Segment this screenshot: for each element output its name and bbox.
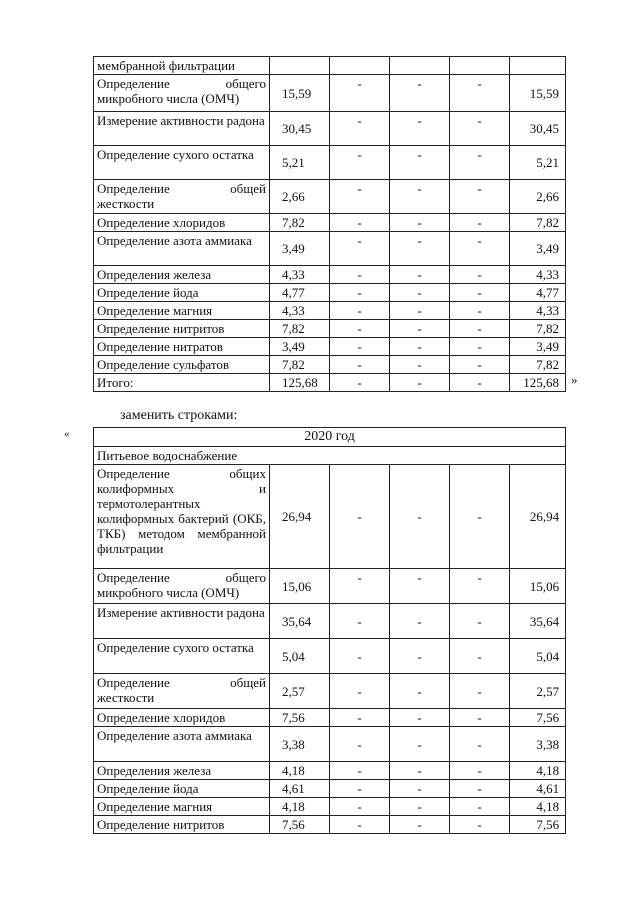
value-cell: - bbox=[450, 302, 510, 320]
total-cell: 7,82 bbox=[510, 214, 566, 232]
total-cell: 5,21 bbox=[510, 146, 566, 180]
section-header: Питьевое водоснабжение bbox=[94, 447, 566, 465]
total-cell: 2,66 bbox=[510, 180, 566, 214]
value-cell bbox=[390, 57, 450, 75]
value-cell: - bbox=[450, 180, 510, 214]
opening-quote: « bbox=[64, 428, 70, 440]
total-cell: 15,06 bbox=[510, 569, 566, 604]
total-cell: 3,49 bbox=[510, 338, 566, 356]
value-cell: - bbox=[390, 569, 450, 604]
row-name: Определение общего микробного числа (ОМЧ) bbox=[94, 569, 270, 604]
value-cell: - bbox=[450, 374, 510, 392]
table-row bbox=[94, 75, 566, 112]
total-cell: 30,45 bbox=[510, 112, 566, 146]
value-cell bbox=[330, 57, 390, 75]
row-name: Определение азота аммиака bbox=[94, 727, 270, 762]
row-name: Итого: bbox=[94, 374, 270, 392]
value-cell: - bbox=[450, 709, 510, 727]
table-row bbox=[94, 780, 566, 798]
year-row bbox=[94, 428, 566, 447]
value-cell: - bbox=[330, 75, 390, 112]
value-cell: - bbox=[450, 75, 510, 112]
value-cell: - bbox=[450, 214, 510, 232]
section-row bbox=[94, 447, 566, 465]
table-row bbox=[94, 284, 566, 302]
value-cell: 15,06 bbox=[270, 569, 330, 604]
value-cell: - bbox=[330, 374, 390, 392]
row-name: Определение йода bbox=[94, 284, 270, 302]
value-cell: - bbox=[330, 569, 390, 604]
value-cell: - bbox=[330, 112, 390, 146]
table-row bbox=[94, 727, 566, 762]
value-cell: - bbox=[450, 674, 510, 709]
value-cell: 3,38 bbox=[270, 727, 330, 762]
value-cell: - bbox=[450, 762, 510, 780]
value-cell: 5,04 bbox=[270, 639, 330, 674]
value-cell: - bbox=[330, 465, 390, 569]
value-cell: - bbox=[450, 569, 510, 604]
value-cell: - bbox=[390, 284, 450, 302]
table-row bbox=[94, 465, 566, 569]
row-name: Определение магния bbox=[94, 302, 270, 320]
value-cell: - bbox=[330, 604, 390, 639]
table-row bbox=[94, 762, 566, 780]
table-row bbox=[94, 709, 566, 727]
value-cell: - bbox=[450, 146, 510, 180]
table-row bbox=[94, 302, 566, 320]
row-name: мембранной фильтрации bbox=[94, 57, 270, 75]
table-row bbox=[94, 266, 566, 284]
total-cell: 4,33 bbox=[510, 266, 566, 284]
replace-instruction: заменить строками: bbox=[120, 408, 238, 423]
row-name: Определение сухого остатка bbox=[94, 639, 270, 674]
value-cell: - bbox=[390, 374, 450, 392]
row-name: Определение азота аммиака bbox=[94, 232, 270, 266]
total-cell: 7,56 bbox=[510, 709, 566, 727]
row-name: Измерение активности радона bbox=[94, 112, 270, 146]
value-cell: - bbox=[390, 112, 450, 146]
value-cell: 4,18 bbox=[270, 762, 330, 780]
value-cell: 4,77 bbox=[270, 284, 330, 302]
value-cell: - bbox=[390, 180, 450, 214]
row-name: Определение нитритов bbox=[94, 320, 270, 338]
value-cell: - bbox=[330, 146, 390, 180]
value-cell: 7,56 bbox=[270, 816, 330, 834]
table-row bbox=[94, 674, 566, 709]
value-cell: - bbox=[390, 727, 450, 762]
value-cell: - bbox=[330, 780, 390, 798]
value-cell: - bbox=[450, 338, 510, 356]
total-cell: 35,64 bbox=[510, 604, 566, 639]
value-cell: 4,33 bbox=[270, 266, 330, 284]
value-cell: - bbox=[450, 727, 510, 762]
value-cell: - bbox=[450, 816, 510, 834]
row-name: Определение магния bbox=[94, 798, 270, 816]
total-cell: 4,33 bbox=[510, 302, 566, 320]
value-cell: 7,82 bbox=[270, 214, 330, 232]
table-row bbox=[94, 604, 566, 639]
value-cell: - bbox=[390, 780, 450, 798]
row-name: Измерение активности радона bbox=[94, 604, 270, 639]
table-row bbox=[94, 180, 566, 214]
closing-quote: » bbox=[571, 372, 578, 387]
table-row bbox=[94, 214, 566, 232]
value-cell: - bbox=[390, 356, 450, 374]
value-cell: - bbox=[330, 816, 390, 834]
value-cell: - bbox=[450, 112, 510, 146]
total-cell: 4,18 bbox=[510, 798, 566, 816]
value-cell: - bbox=[390, 639, 450, 674]
value-cell: 4,18 bbox=[270, 798, 330, 816]
total-cell: 7,82 bbox=[510, 356, 566, 374]
total-cell: 15,59 bbox=[510, 75, 566, 112]
value-cell: 15,59 bbox=[270, 75, 330, 112]
row-name: Определение йода bbox=[94, 780, 270, 798]
row-name: Определение общего микробного числа (ОМЧ) bbox=[94, 75, 270, 112]
value-cell: - bbox=[390, 816, 450, 834]
total-cell: 3,49 bbox=[510, 232, 566, 266]
value-cell: 125,68 bbox=[270, 374, 330, 392]
value-cell: - bbox=[450, 604, 510, 639]
value-cell: - bbox=[330, 709, 390, 727]
value-cell: - bbox=[330, 798, 390, 816]
row-name: Определение общих колиформных и термотолерантных колиформных бактерий (ОКБ, ТКБ) методом мембранной фильтрации bbox=[94, 465, 270, 569]
value-cell: - bbox=[330, 338, 390, 356]
value-cell: - bbox=[390, 338, 450, 356]
value-cell: - bbox=[390, 465, 450, 569]
total-cell: 7,56 bbox=[510, 816, 566, 834]
row-name: Определение сульфатов bbox=[94, 356, 270, 374]
value-cell: 7,82 bbox=[270, 356, 330, 374]
table-row bbox=[94, 57, 566, 75]
value-cell: - bbox=[390, 232, 450, 266]
value-cell: - bbox=[390, 146, 450, 180]
value-cell: - bbox=[330, 266, 390, 284]
row-name: Определение общей жесткости bbox=[94, 674, 270, 709]
previous-table bbox=[93, 56, 566, 392]
value-cell: - bbox=[330, 180, 390, 214]
value-cell: - bbox=[390, 75, 450, 112]
value-cell: 2,66 bbox=[270, 180, 330, 214]
value-cell: - bbox=[330, 232, 390, 266]
value-cell: 5,21 bbox=[270, 146, 330, 180]
year-header: 2020 год bbox=[94, 428, 566, 447]
value-cell: - bbox=[390, 762, 450, 780]
value-cell: - bbox=[450, 320, 510, 338]
row-name: Определение сухого остатка bbox=[94, 146, 270, 180]
value-cell: - bbox=[330, 674, 390, 709]
table-row bbox=[94, 356, 566, 374]
table-row bbox=[94, 569, 566, 604]
value-cell: - bbox=[450, 639, 510, 674]
total-cell: 125,68 bbox=[510, 374, 566, 392]
total-cell: 3,38 bbox=[510, 727, 566, 762]
value-cell: - bbox=[330, 727, 390, 762]
row-name: Определения железа bbox=[94, 762, 270, 780]
value-cell: - bbox=[330, 284, 390, 302]
total-cell: 26,94 bbox=[510, 465, 566, 569]
value-cell: - bbox=[390, 266, 450, 284]
table-row bbox=[94, 639, 566, 674]
value-cell: - bbox=[450, 232, 510, 266]
total-cell: 4,77 bbox=[510, 284, 566, 302]
total-cell: 7,82 bbox=[510, 320, 566, 338]
value-cell: 7,56 bbox=[270, 709, 330, 727]
value-cell: - bbox=[390, 798, 450, 816]
table-row bbox=[94, 798, 566, 816]
total-cell: 2,57 bbox=[510, 674, 566, 709]
value-cell: - bbox=[390, 709, 450, 727]
row-name: Определение общей жесткости bbox=[94, 180, 270, 214]
total-cell: 5,04 bbox=[510, 639, 566, 674]
value-cell: - bbox=[450, 284, 510, 302]
row-name: Определения железа bbox=[94, 266, 270, 284]
value-cell: 3,49 bbox=[270, 338, 330, 356]
total-cell: 4,18 bbox=[510, 762, 566, 780]
value-cell: 4,33 bbox=[270, 302, 330, 320]
table-row bbox=[94, 232, 566, 266]
value-cell: 30,45 bbox=[270, 112, 330, 146]
value-cell: - bbox=[450, 798, 510, 816]
value-cell: - bbox=[450, 465, 510, 569]
value-cell: - bbox=[330, 356, 390, 374]
table-row-total bbox=[94, 374, 566, 392]
value-cell: 2,57 bbox=[270, 674, 330, 709]
table-row bbox=[94, 112, 566, 146]
table-row bbox=[94, 338, 566, 356]
table-row bbox=[94, 816, 566, 834]
total-cell: 4,61 bbox=[510, 780, 566, 798]
value-cell: - bbox=[330, 320, 390, 338]
value-cell: - bbox=[390, 214, 450, 232]
replacement-table bbox=[93, 427, 566, 834]
value-cell: - bbox=[330, 214, 390, 232]
row-name: Определение хлоридов bbox=[94, 709, 270, 727]
value-cell: - bbox=[450, 780, 510, 798]
value-cell: - bbox=[390, 604, 450, 639]
total-cell bbox=[510, 57, 566, 75]
value-cell: - bbox=[390, 674, 450, 709]
value-cell: - bbox=[450, 356, 510, 374]
value-cell bbox=[270, 57, 330, 75]
value-cell: - bbox=[390, 302, 450, 320]
value-cell: - bbox=[330, 302, 390, 320]
value-cell: 7,82 bbox=[270, 320, 330, 338]
row-name: Определение хлоридов bbox=[94, 214, 270, 232]
row-name: Определение нитритов bbox=[94, 816, 270, 834]
value-cell: 35,64 bbox=[270, 604, 330, 639]
table-row bbox=[94, 146, 566, 180]
value-cell: - bbox=[330, 762, 390, 780]
value-cell: - bbox=[330, 639, 390, 674]
row-name: Определение нитратов bbox=[94, 338, 270, 356]
value-cell: - bbox=[450, 266, 510, 284]
value-cell: 4,61 bbox=[270, 780, 330, 798]
value-cell: - bbox=[390, 320, 450, 338]
value-cell bbox=[450, 57, 510, 75]
value-cell: 3,49 bbox=[270, 232, 330, 266]
table-row bbox=[94, 320, 566, 338]
value-cell: 26,94 bbox=[270, 465, 330, 569]
